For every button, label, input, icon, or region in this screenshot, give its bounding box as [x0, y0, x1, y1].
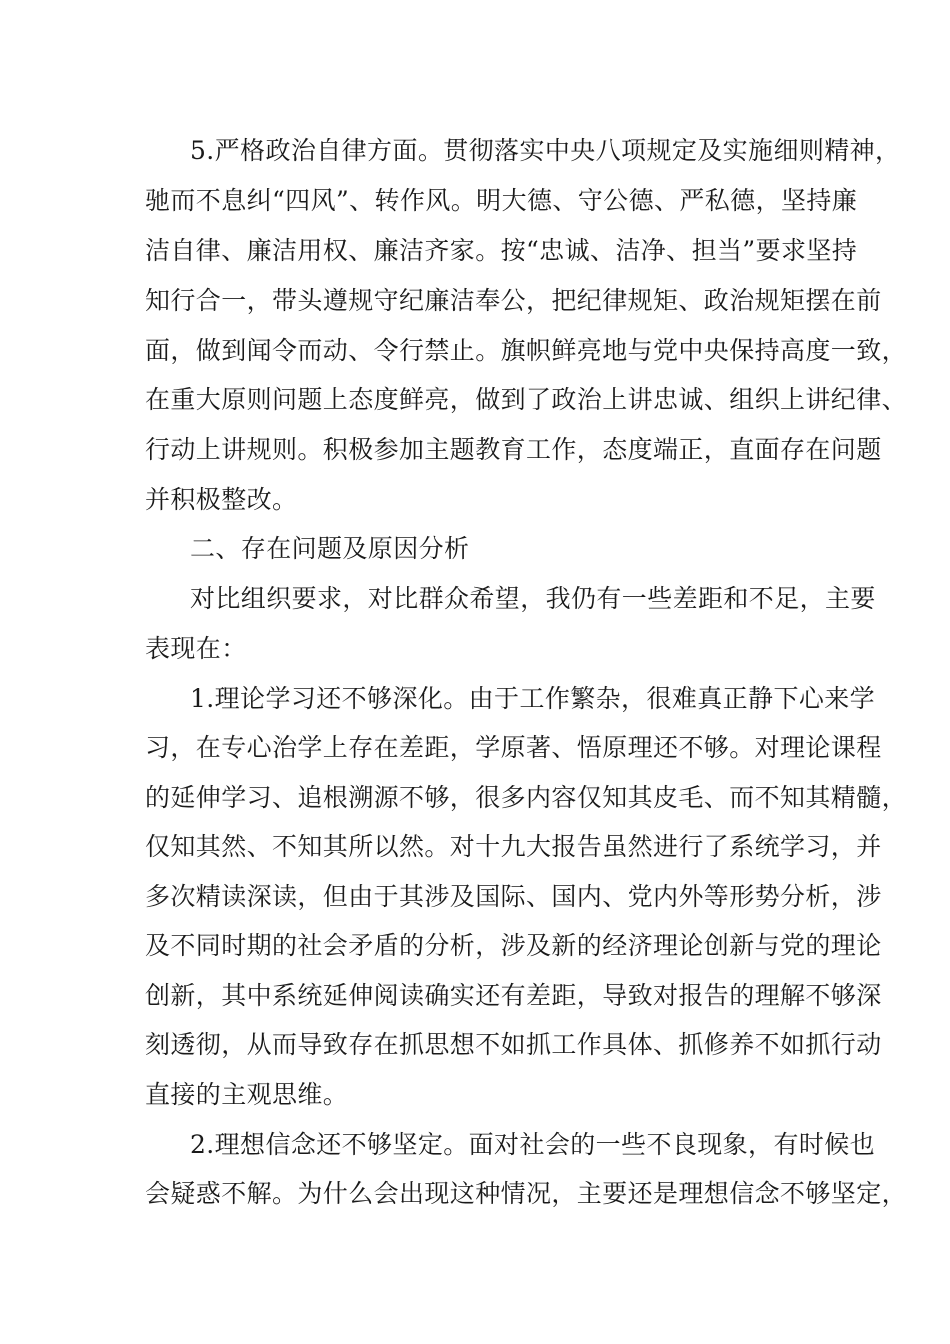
paragraph-line: 创新，其中系统延伸阅读确实还有差距，导致对报告的理解不够深: [145, 981, 882, 1010]
paragraph-line: 知行合一，带头遵规守纪廉洁奉公，把纪律规矩、政治规矩摆在前: [145, 286, 882, 315]
paragraph-line: 行动上讲规则。积极参加主题教育工作，态度端正，直面存在问题: [145, 435, 882, 464]
paragraph-line: 面，做到闻令而动、令行禁止。旗帜鲜亮地与党中央保持高度一致，: [145, 336, 908, 365]
paragraph-line: 对比组织要求，对比群众希望，我仍有一些差距和不足，主要: [190, 584, 876, 613]
paragraph-line: 驰而不息纠“四风”、转作风。明大德、守公德、严私德，坚持廉: [145, 186, 858, 215]
paragraph-line: 表现在：: [145, 634, 247, 663]
paragraph-line: 的延伸学习、追根溯源不够，很多内容仅知其皮毛、而不知其精髓，: [145, 783, 908, 812]
paragraph-line: 多次精读深读，但由于其涉及国际、国内、党内外等形势分析，涉: [145, 882, 882, 911]
paragraph-line: 5.严格政治自律方面。贯彻落实中央八项规定及实施细则精神，: [190, 136, 901, 165]
paragraph-line: 习，在专心治学上存在差距，学原著、悟原理还不够。对理论课程: [145, 733, 882, 762]
paragraph-line: 洁自律、廉洁用权、廉洁齐家。按“忠诚、洁净、担当”要求坚持: [145, 236, 858, 265]
section-heading: 二、存在问题及原因分析: [190, 534, 470, 563]
paragraph-line: 在重大原则问题上态度鲜亮，做到了政治上讲忠诚、组织上讲纪律、: [145, 385, 908, 414]
paragraph-line: 并积极整改。: [145, 485, 298, 514]
paragraph-line: 会疑惑不解。为什么会出现这种情况，主要还是理想信念不够坚定，: [145, 1179, 908, 1208]
paragraph-line: 直接的主观思维。: [145, 1080, 349, 1109]
paragraph-line: 刻透彻，从而导致存在抓思想不如抓工作具体、抓修养不如抓行动: [145, 1030, 882, 1059]
paragraph-line: 仅知其然、不知其所以然。对十九大报告虽然进行了系统学习，并: [145, 832, 882, 861]
paragraph-line: 2.理想信念还不够坚定。面对社会的一些不良现象，有时候也: [190, 1130, 876, 1159]
paragraph-line: 及不同时期的社会矛盾的分析，涉及新的经济理论创新与党的理论: [145, 931, 882, 960]
paragraph-line: 1.理论学习还不够深化。由于工作繁杂，很难真正静下心来学: [190, 684, 876, 713]
